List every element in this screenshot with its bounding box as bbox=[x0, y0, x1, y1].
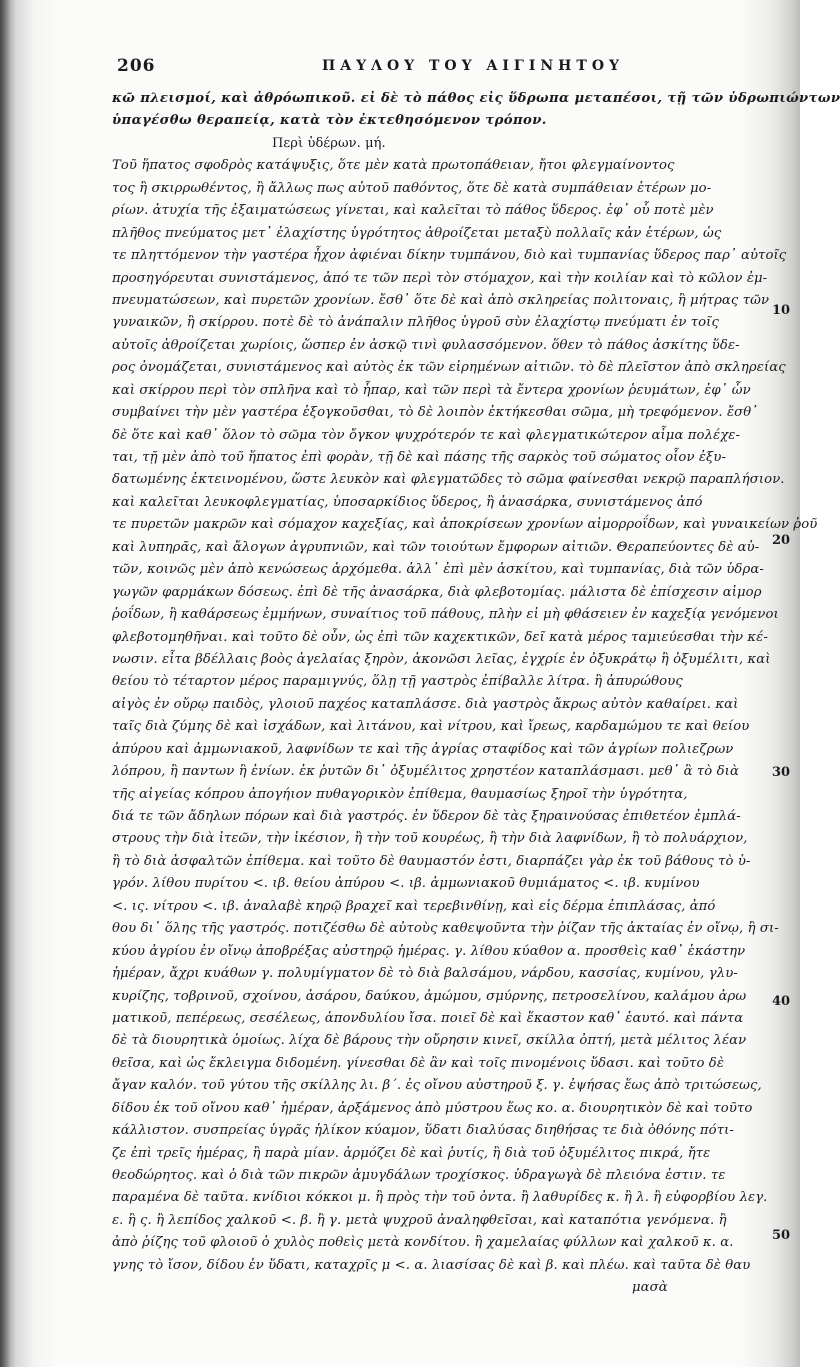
margin-line-number: 20 bbox=[772, 533, 791, 548]
text-line: πνευματώσεων, καὶ πυρετῶν χρονίων. ἔσθ᾽ ὅτε δὲ καὶ ἀπὸ σκληρείας πολιτοναις, ἢ μήτρας τῶν bbox=[112, 292, 770, 308]
text-line: ὑπαγέσθω θεραπείᾳ, κατὰ τὸν ἐκτεθησόμενον τρόπον. bbox=[112, 113, 547, 129]
text-line: στρους τὴν διὰ ἰτεῶν, τὴν ἰκέσιον, ἢ τὴν τοῦ κουρέως, ἢ τὴν διὰ λαφνίδων, ἢ τὸ πολυάρχιον, bbox=[112, 831, 748, 847]
text-line: πλῆθος πνεύματος μετ᾽ ἐλαχίστης ὑγρότητος ἀθροίζεται μεταξὺ πολλαῖς κἀν ἑτέρων, ὡς bbox=[112, 225, 722, 241]
section-heading: Περὶ ὑδέρων. μή. bbox=[272, 135, 386, 151]
text-line: ε. ἢ ς. ἢ λεπίδος χαλκοῦ <. β. ἢ γ. μετὰ ψυχροῦ ἀναληφθεῖσαι, καὶ καταπότια γενόμενα. ἢ bbox=[112, 1212, 727, 1228]
text-line: γωγῶν φαρμάκων δόσεως. ἐπὶ δὲ τῆς ἀνασάρκα, διὰ φλεβοτομίας. μάλιστα δὲ ἐπίσχεσιν αἱμορ bbox=[112, 584, 762, 600]
text-line: <. ις. νίτρου <. ιβ. ἀναλαβὲ κηρῷ βραχεῖ καὶ τερεβινθίνῃ, καὶ εἰς δέρμα ἐπιπλάσας, ἀπό bbox=[112, 898, 716, 914]
text-line: συμβαίνει τὴν μὲν γαστέρα ἐξογκοῦσθαι, τὸ δὲ λοιπὸν ἐκτήκεσθαι σῶμα, μὴ τρεφόμενον. ἔσθ᾽ bbox=[112, 405, 758, 421]
text-line: δὲ τὰ διουρητικὰ ὁμοίως. λίχα δὲ βάρους τὴν οὔρησιν κινεῖ, σκίλλα ὀπτή, μετὰ μέλιτος λέαν bbox=[112, 1033, 747, 1049]
text-line: διά τε τῶν ἄδηλων πόρων καὶ διὰ γαστρός. ἐν ὕδερον δὲ τὰς ξηραινούσας ἐπιθετέον ἐμπλά- bbox=[112, 809, 741, 824]
text-line: παραμένα δὲ ταῦτα. κνίδιοι κόκκοι μ. ἢ πρὸς τὴν τοῦ ὀντα. ἢ λαθυρίδες κ. ἢ λ. ἢ εὐφορβίου λεγ. bbox=[112, 1190, 768, 1206]
text-line: ται, τῇ μὲν ἀπὸ τοῦ ἥπατος ἐπὶ φορὰν, τῇ δὲ καὶ πάσης τῆς σαρκὸς τοῦ σώματος οἷον ἐξυ- bbox=[112, 450, 727, 465]
text-line: δίδου ἐκ τοῦ οἴνου καθ᾽ ἡμέραν, ἀρξάμενος ἀπὸ μύστρου ἕως κο. α. διουρητικὸν δὲ καὶ τοῦτο bbox=[112, 1100, 753, 1116]
text-line: ταῖς διὰ ζύμης δὲ καὶ ἰσχάδων, καὶ λιτάνου, καὶ νίτρου, καὶ ἴρεως, καρδαμώμου τε καὶ θείου bbox=[112, 719, 750, 735]
text-line: τῶν, κοινῶς μὲν ἀπὸ κενώσεως ἀρχόμεθα. ἀλλ᾽ ἐπὶ μὲν ἀσκίτου, καὶ τυμπανίας, διὰ τῶν ὑδρα- bbox=[112, 562, 764, 578]
text-line: προσηγόρευται συνιστάμενος, ἀπό τε τῶν περὶ τὸν στόμαχον, καὶ τὴν κοιλίαν καὶ τὸ κῶλον ἐμ- bbox=[112, 270, 768, 286]
text-line: θείου τὸ τέταρτον μέρος παραμιγνύς, ὅλῃ τῇ γαστρὸς ἐπίβαλλε λίτρα. ἢ ἀπυρώθους bbox=[112, 674, 683, 690]
text-line: ἡμέραν, ἄχρι κυάθων γ. πολυμίγματον δὲ τὸ διὰ βαλσάμου, νάρδου, κασσίας, κυμίνου, γλυ- bbox=[112, 966, 738, 982]
text-line: μασὰ bbox=[632, 1280, 668, 1296]
text-line: θεῖσα, καὶ ὡς ἔκλειγμα διδομένη. γίνεσθαι δὲ ἂν καὶ τοῖς πινομένοις ὕδασι. καὶ τοῦτο δὲ bbox=[112, 1055, 724, 1071]
running-title: ΠΑΥΛΟΥ ΤΟΥ ΑΙΓΙΝΗΤΟΥ bbox=[322, 58, 625, 74]
margin-line-number: 50 bbox=[772, 1228, 791, 1243]
text-line: δατωμένης ἐκτεινομένου, ὥστε λευκὸν καὶ φλεγματῶδες τὸ σῶμα φαίνεσθαι νεκρῷ παραπλήσιον. bbox=[112, 472, 785, 488]
text-line: ἀπὸ ῥίζης τοῦ φλοιοῦ ὁ χυλὸς ποθεὶς μετὰ κονδίτου. ἢ χαμελαίας φύλλων καὶ χαλκοῦ κ. α. bbox=[112, 1235, 734, 1251]
spine-shadow bbox=[0, 0, 10, 1367]
text-line: αὐτοῖς ἀθροίζεται χωρίοις, ὥσπερ ἐν ἀσκῷ τινὶ φυλασσόμενον. ὅθεν τὸ πάθος ἀσκίτης ὕδε- bbox=[112, 337, 740, 353]
text-line: καὶ λυπηρᾶς, καὶ ἄλογων ἀγρυπνιῶν, καὶ τῶν τοιούτων ἔμφορων αἰτιῶν. Θεραπεύοντες δὲ αὐ- bbox=[112, 539, 760, 555]
text-line: ρίων. ἀτυχία τῆς ἐξαιματώσεως γίνεται, καὶ καλεῖται τὸ πάθος ὕδερος. ἐφ᾽ οὗ ποτὲ μὲν bbox=[112, 203, 714, 219]
text-line: ἀπύρου καὶ ἀμμωνιακοῦ, λαφνίδων τε καὶ τῆς ἀγρίας σταφίδος καὶ τῶν ἀγρίων πολιεζρων bbox=[112, 741, 734, 757]
text-line: γρόν. λίθου πυρίτου <. ιβ. θείου ἀπύρου <. ιβ. ἀμμωνιακοῦ θυμιάματος <. ιβ. κυμίνου bbox=[112, 876, 700, 892]
text-line: ῥοΐδων, ἢ καθάρσεως ἐμμήνων, συναίτιος τοῦ πάθους, πλὴν εἰ μὴ φθάσειεν ἐν καχεξίᾳ γενόμενοι bbox=[112, 607, 779, 623]
text-line: γυναικῶν, ἢ σκίρρου. ποτὲ δὲ τὸ ἀνάπαλιν πλῆθος ὑγροῦ σὺν ἐλαχίστῳ πνεύματι ἐν τοῖς bbox=[112, 315, 719, 331]
margin-line-number: 10 bbox=[772, 303, 791, 318]
text-line: αἰγὸς ἐν οὔρῳ παιδὸς, γλοιοῦ παχέος καταπλάσσε. διὰ γαστρὸς ἄκρως αὐτὸν καθαίρει. καὶ bbox=[112, 696, 739, 712]
text-line: ματικοῦ, πεπέρεως, σεσέλεως, ἀπονδυλίου ἴσα. ποιεῖ δὲ καὶ ἕκαστον καθ᾽ ἑαυτό. καὶ πάντα bbox=[112, 1010, 744, 1026]
text-line: θου δι᾽ ὅλης τῆς γαστρός. ποτιζέσθω δὲ αὐτοὺς καθεψοῦντα τὴν ῥίζαν τῆς ἀκταίας ἐν οἴνῳ, ἢ σι- bbox=[112, 921, 779, 937]
margin-line-number: 40 bbox=[772, 994, 791, 1009]
margin-line-number: 30 bbox=[772, 765, 791, 780]
text-line: ζε ἐπὶ τρεῖς ἡμέρας, ἢ παρὰ μίαν. ἁρμόζει δὲ καὶ ῥυτίς, ἢ διὰ τοῦ ὀξυμέλιτος πικρά, ἤτε bbox=[112, 1145, 711, 1161]
text-line: ἄγαν καλόν. τοῦ γύτου τῆς σκίλλης λι. β΄. ἐς οἴνου αὐστηροῦ ξ. γ. ἐψήσας ἕως ἀπὸ τριτώσεως, bbox=[112, 1078, 762, 1094]
text-line: θεοδώρητος. καὶ ὁ διὰ τῶν πικρῶν ἀμυγδάλων τροχίσκος. ὑδραγωγὰ δὲ πλειόνα ἐστιν. τε bbox=[112, 1168, 726, 1183]
text-line: φλεβοτομηθῆναι. καὶ τοῦτο δὲ οὖν, ὡς ἐπὶ τῶν καχεκτικῶν, δεῖ κατὰ μέρος ταμιεύεσθαι τὴν κέ- bbox=[112, 629, 768, 645]
text-line: καὶ καλεῖται λευκοφλεγματίας, ὑποσαρκίδιος ὕδερος, ἢ ἀνασάρκα, συνιστάμενος ἀπό bbox=[112, 494, 703, 510]
text-line: καὶ σκίρρου περὶ τὸν σπλῆνα καὶ τὸ ἧπαρ, καὶ τῶν περὶ τὰ ἔντερα χρονίων ῥευμάτων, ἐφ᾽ ὧν bbox=[112, 382, 751, 398]
text-line: Τοῦ ἥπατος σφοδρὸς κατάψυξις, ὅτε μὲν κατὰ πρωτοπάθειαν, ἤτοι φλεγμαίνοντος bbox=[112, 158, 675, 174]
text-line: λόπρου, ἢ παντων ἢ ἐνίων. ἐκ ῥυτῶν δι᾽ ὀξυμέλιτος χρηστέον καταπλάσμασι. μεθ᾽ ἃ τὸ διὰ bbox=[112, 764, 739, 780]
text-line: γνης τὸ ἴσον, δίδου ἐν ὕδατι, καταχρῖς μ <. α. λιασίσας δὲ καὶ β. καὶ πλέω. καὶ ταῦτα δὲ θαυ bbox=[112, 1257, 751, 1273]
text-line: ρος ὀνομάζεται, συνιστάμενος καὶ αὐτὸς ἐκ τῶν εἰρημένων αἰτιῶν. τὸ δὲ πλεῖστον ἀπὸ σκληρείας bbox=[112, 360, 786, 376]
text-line: νωσιν. εἶτα βδέλλαις βοὸς ἀγελαίας ξηρὸν, ἀκονῶσι λεῖας, ἐγχρίε ἐν ὀξυκράτῳ ἢ ὀξυμέλιτι, καὶ bbox=[112, 651, 771, 667]
text-line: κάλλιστον. συσπρείας ὑγρᾶς ἡλίκον κύαμον, ὕδατι διαλύσας διηθήσας τε διὰ ὀθόνης πότι- bbox=[112, 1123, 734, 1139]
text-line: τος ἢ σκιρρωθέντος, ἢ ἄλλως πως αὐτοῦ παθόντος, ὅτε δὲ κατὰ συμπάθειαν ἑτέρων μο- bbox=[112, 180, 712, 196]
text-line: ἢ τὸ διὰ ἀσφαλτῶν ἐπίθεμα. καὶ τοῦτο δὲ θαυμαστόν ἐστι, διαρπάζει γὰρ ἐκ τοῦ βάθους τὸ ὑ- bbox=[112, 853, 751, 869]
text-line: τε πυρετῶν μακρῶν καὶ σόμαχον καχεξίας, καὶ ἀποκρίσεων χρονίων αἱμορροΐδων, καὶ γυναικείων ῥοῦ bbox=[112, 517, 818, 533]
text-line: κυρίζης, τοβρινοῦ, σχοίνου, ἀσάρου, δαύκου, ἀμώμου, σμύρνης, πετροσελίνου, καλάμου ἀρω bbox=[112, 988, 747, 1004]
text-line: τε πληττόμενον τὴν γαστέρα ἦχον ἀφιέναι δίκην τυμπάνου, διὸ καὶ τυμπανίας ὕδερος παρ᾽ αὐτοῖς bbox=[112, 248, 787, 264]
running-head bbox=[117, 56, 777, 82]
text-line: κῶ πλεισμοί, καὶ ἀθρόωπικοῦ. εἰ δὲ τὸ πάθος εἰς ὕδρωπα μεταπέσοι, τῇ τῶν ὑδρωπιώντων bbox=[112, 91, 840, 106]
text-line: κύου ἀγρίου ἐν οἴνῳ ἀποβρέξας αὐστηρῷ ἡμέρας. γ. λίθου κύαθον α. προσθεὶς καθ᾽ ἑκάστην bbox=[112, 943, 746, 959]
text-line: τῆς αἰγείας κόπρου ἀπογήιον πυθαγορικὸν ἐπίθεμα, θαυμασίως ξηροῖ τὴν ὑγρότητα, bbox=[112, 786, 688, 802]
page-number: 206 bbox=[117, 56, 156, 76]
text-line: δὲ ὅτε καὶ καθ᾽ ὅλον τὸ σῶμα τὸν ὄγκον ψυχρότερόν τε καὶ φλεγματικώτερον αἷμα πολέχε- bbox=[112, 427, 741, 443]
